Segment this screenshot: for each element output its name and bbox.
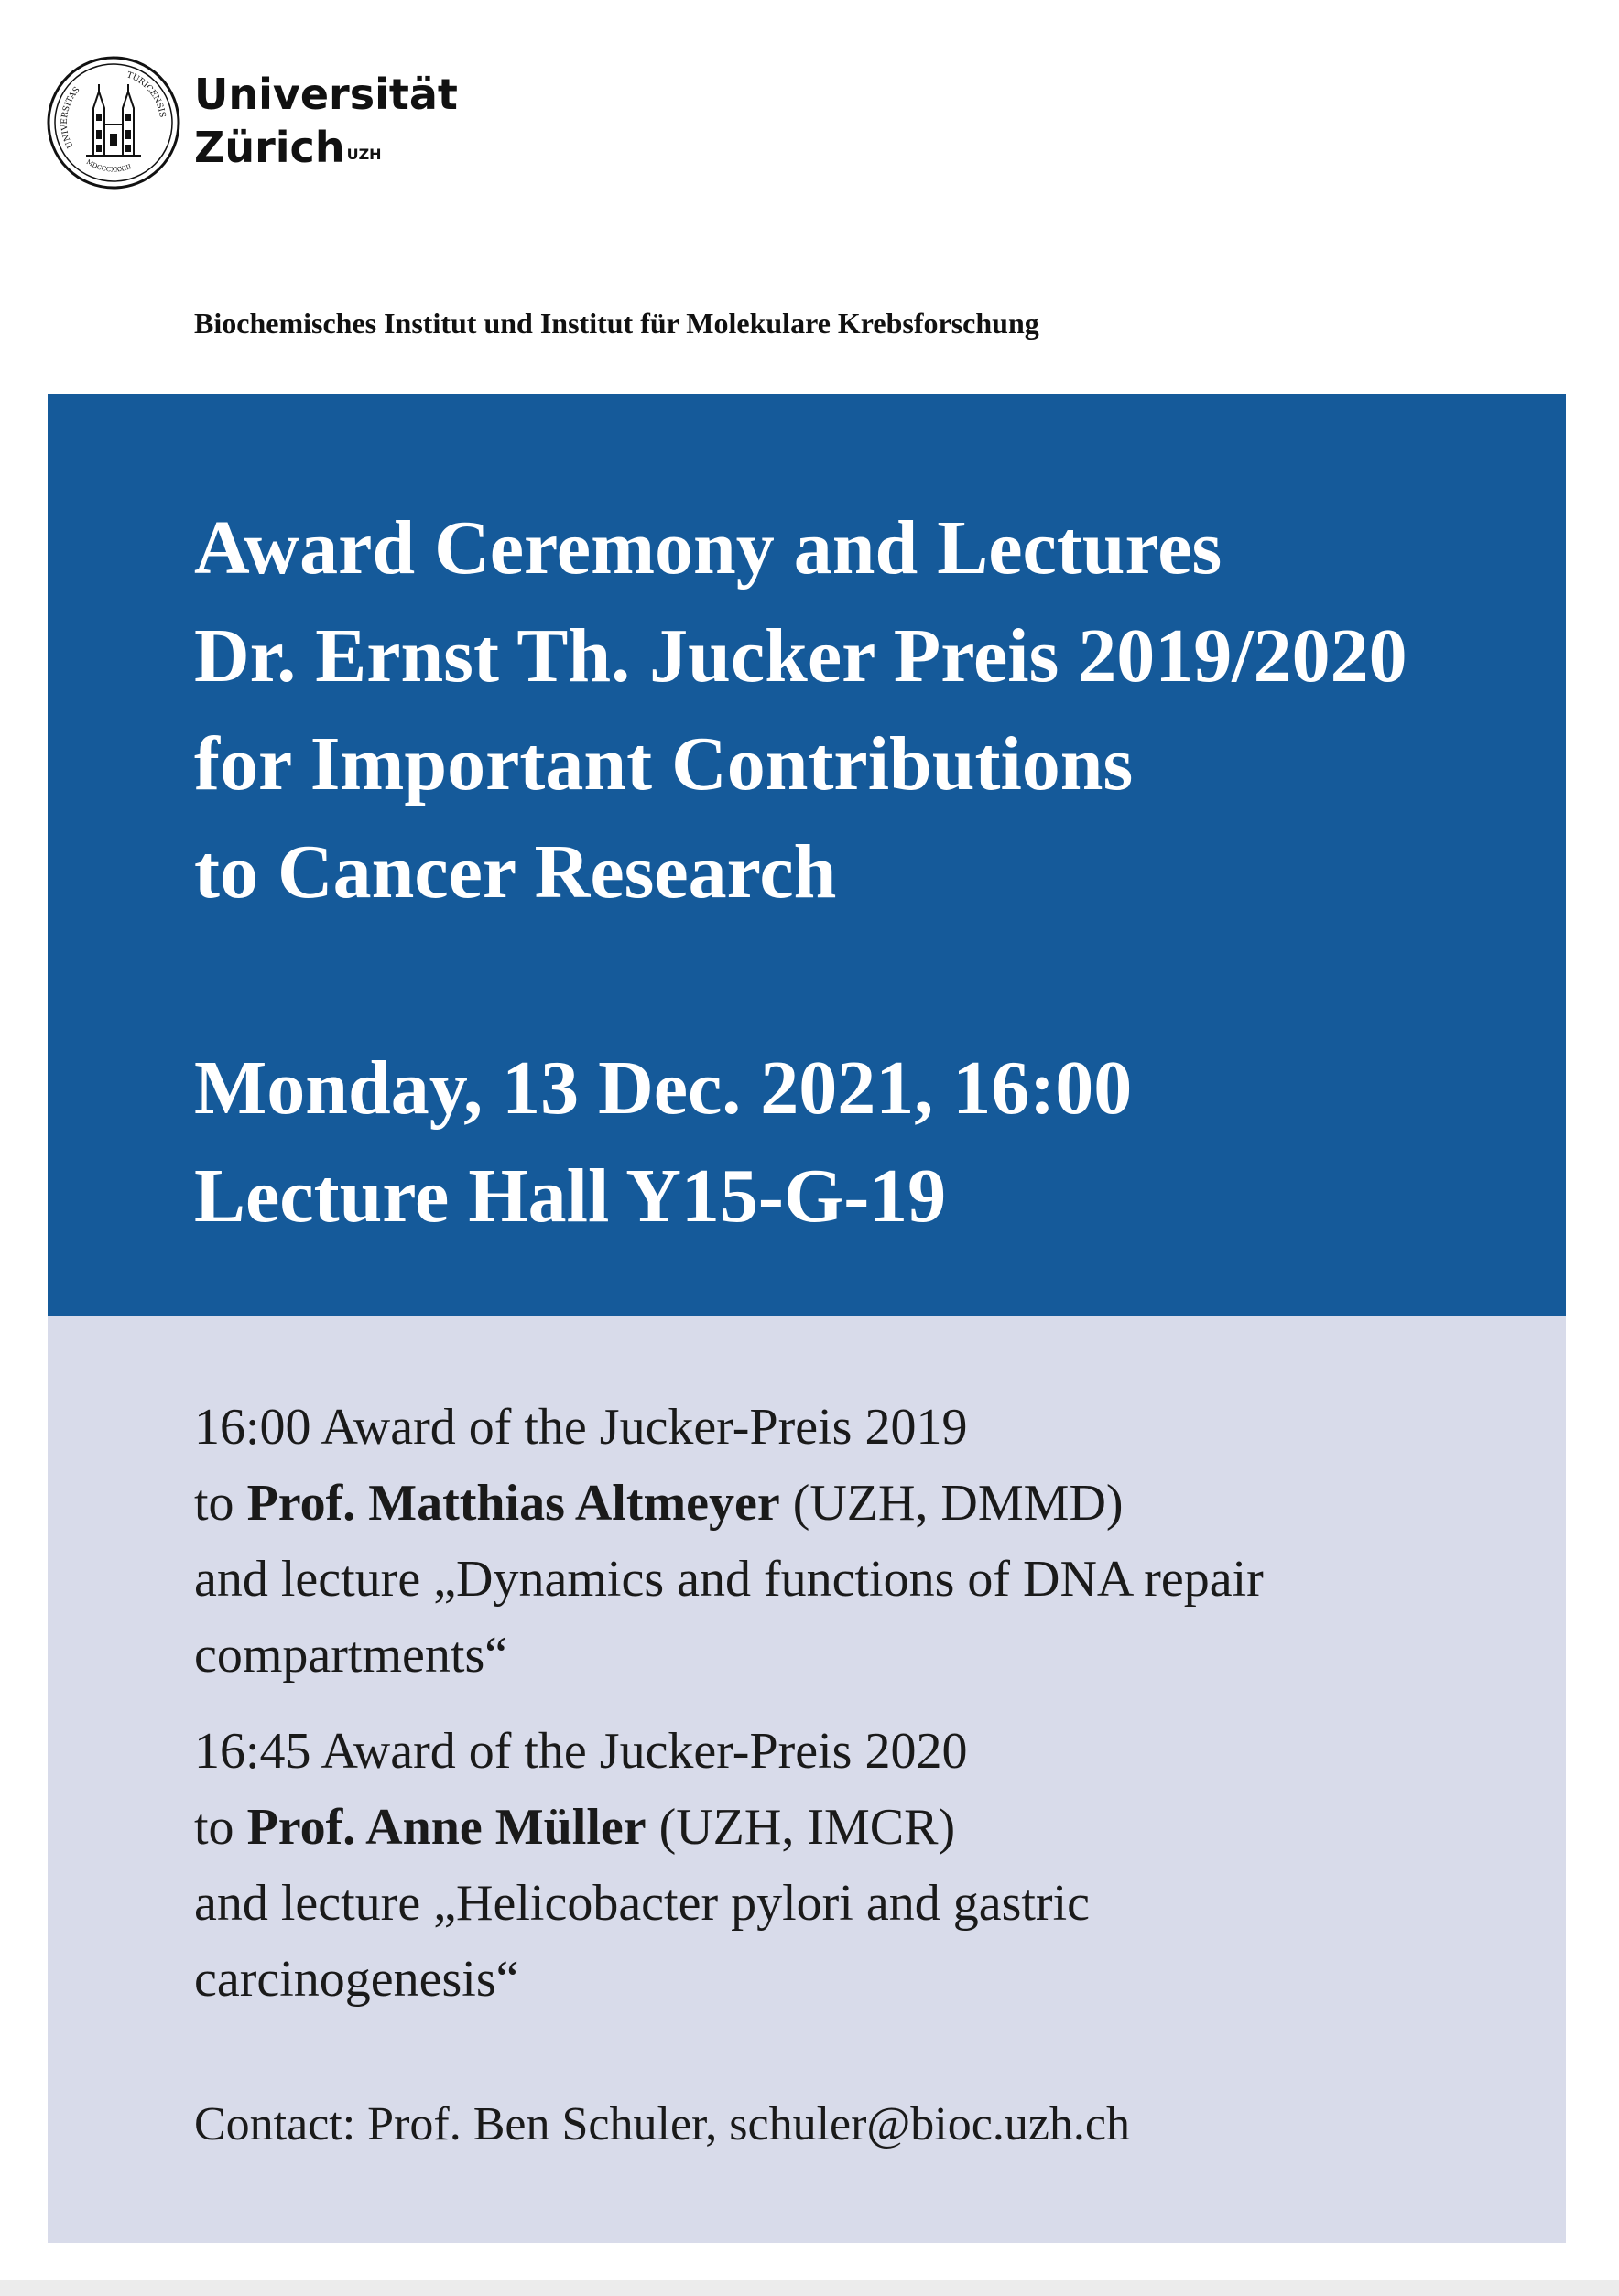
program-spacer	[194, 1694, 1264, 1714]
event-title	[194, 494, 1407, 926]
university-city: Zürich	[194, 123, 345, 172]
program-awardee	[194, 1466, 1264, 1542]
event-title-line: to Cancer Research	[194, 829, 837, 915]
awardee-name: Prof. Matthias Altmeyer	[246, 1475, 780, 1532]
event-title-line: for Important Contributions	[194, 721, 1134, 807]
event-title-panel	[48, 394, 1566, 1316]
lecture-title-line: carcinogenesis“	[194, 1951, 519, 2008]
page-bottom-edge	[0, 2280, 1619, 2296]
institute-name: Biochemisches Institut und Institut für Molekulare Krebsforschung	[194, 307, 1039, 340]
lecture-title-line: and lecture „Helicobacter pylori and gastric	[194, 1875, 1090, 1932]
contact-info: Contact: Prof. Ben Schuler, schuler@bioc.uzh.ch	[194, 2098, 1130, 2150]
program-to-prefix: to	[194, 1799, 247, 1856]
program-time-award: 16:00 Award of the Jucker-Preis 2019	[194, 1399, 968, 1456]
program-item	[194, 1714, 1264, 2018]
event-when-where	[194, 1034, 1132, 1251]
program-to-prefix: to	[194, 1475, 247, 1532]
event-location: Lecture Hall Y15-G-19	[194, 1153, 947, 1239]
program-item	[194, 1390, 1264, 1694]
university-seal-logo	[46, 55, 181, 190]
event-title-line: Award Ceremony and Lectures	[194, 505, 1222, 590]
awardee-affiliation: (UZH, DMMD)	[779, 1475, 1124, 1532]
university-name	[194, 68, 458, 174]
lecture-title-line: compartments“	[194, 1627, 508, 1684]
lecture-title-line: and lecture „Dynamics and functions of DNA repair	[194, 1551, 1264, 1608]
university-name-line2	[194, 121, 458, 174]
awardee-name: Prof. Anne Müller	[246, 1799, 647, 1856]
program-time-award: 16:45 Award of the Jucker-Preis 2020	[194, 1723, 968, 1780]
svg-text:MDCCCXXXIII	[85, 158, 133, 174]
event-title-line: Dr. Ernst Th. Jucker Preis 2019/2020	[194, 613, 1407, 699]
seal-text-left: UNIVERSITAS	[60, 85, 82, 150]
seal-graphic	[46, 55, 181, 190]
svg-text:UNIVERSITAS	[60, 85, 82, 149]
university-name-line1: Universität	[194, 70, 458, 119]
awardee-affiliation: (UZH, IMCR)	[646, 1799, 956, 1856]
program-panel	[48, 1316, 1566, 2243]
seal-text-right: TURICENSIS	[125, 70, 167, 119]
university-abbreviation: UZH	[346, 146, 382, 163]
program-list	[194, 1390, 1264, 2018]
seal-year: MDCCCXXXIII	[84, 157, 133, 174]
program-awardee	[194, 1790, 1264, 1866]
event-date: Monday, 13 Dec. 2021, 16:00	[194, 1045, 1133, 1131]
